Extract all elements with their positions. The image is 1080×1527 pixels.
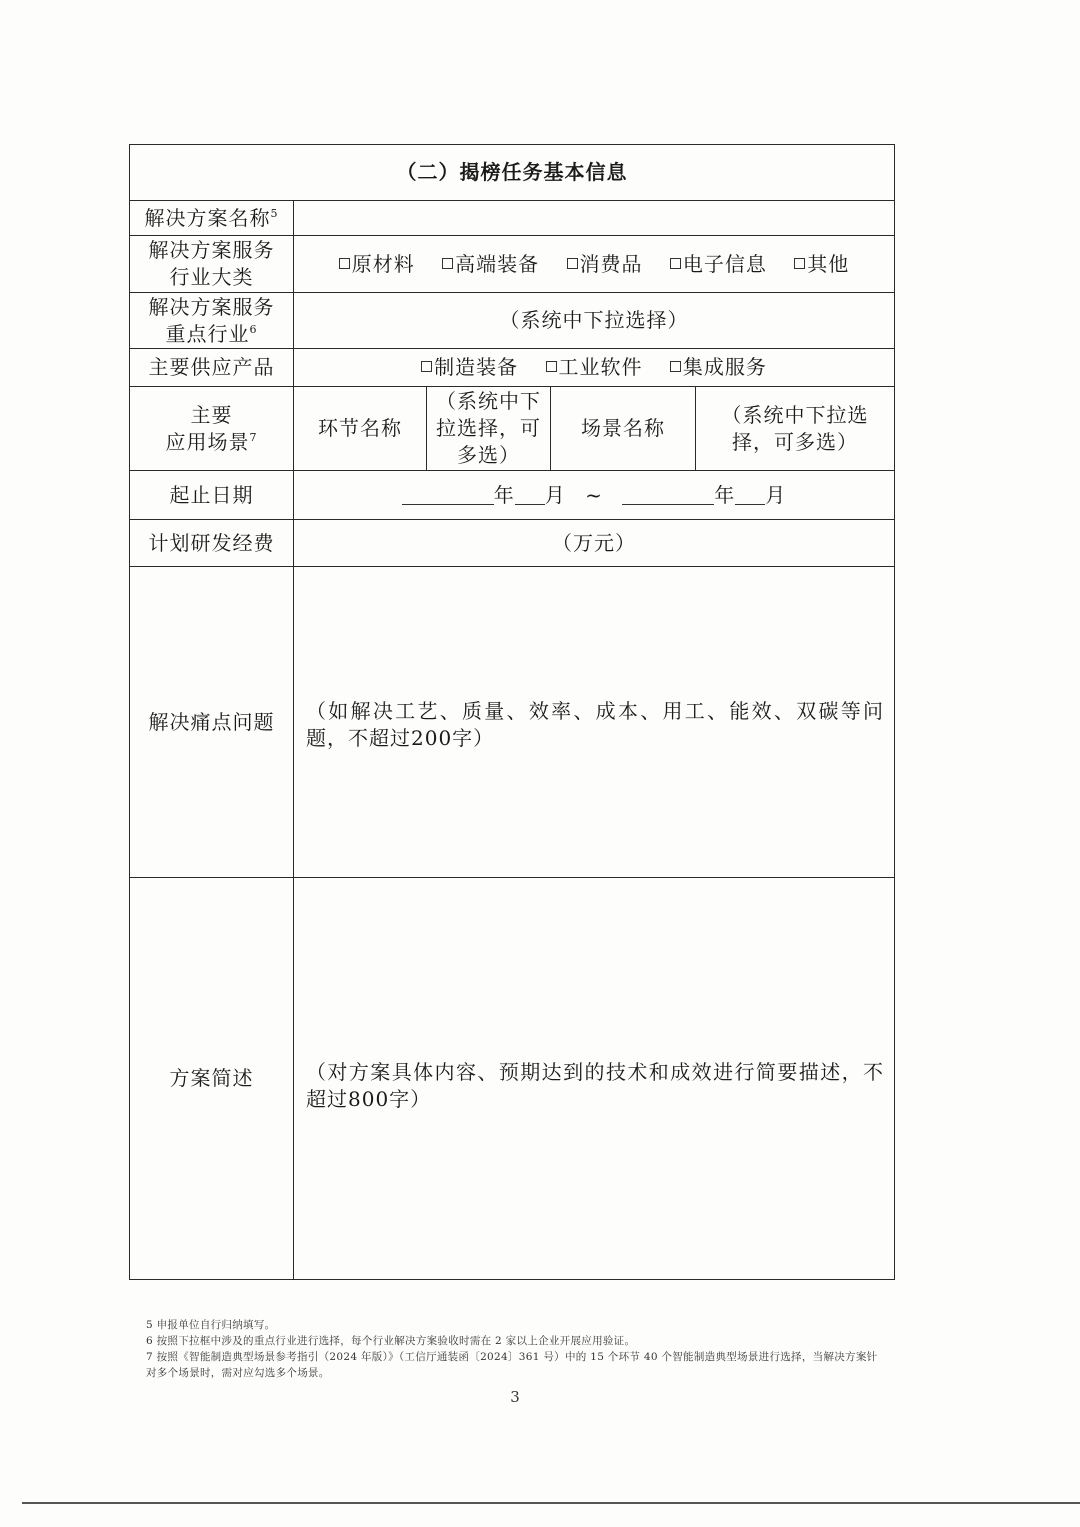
pain-points-label: 解决痛点问题 xyxy=(130,567,294,878)
option-raw-materials[interactable]: 原材料 xyxy=(339,251,415,278)
scene-name-label: 场景名称 xyxy=(551,387,696,471)
main-products-options xyxy=(294,349,895,387)
option-manufacturing-equipment[interactable]: 制造装备 xyxy=(421,354,518,381)
budget-label: 计划研发经费 xyxy=(130,520,294,567)
scenarios-label: 主要 应用场景$^7$ xyxy=(130,387,294,471)
bottom-rule xyxy=(22,1502,1080,1504)
key-industry-dropdown[interactable]: （系统中下拉选择） xyxy=(294,293,895,349)
dates-field: 年 月 ~ 年 月 xyxy=(294,471,895,520)
checkbox-icon xyxy=(794,258,805,269)
end-year-input[interactable] xyxy=(622,484,714,505)
footnote-5: 5 申报单位自行归纳填写。 xyxy=(146,1319,276,1331)
solution-name-field[interactable] xyxy=(294,201,895,236)
key-industry-label: 解决方案服务 重点行业$^6$ xyxy=(130,293,294,349)
option-integration-services[interactable]: 集成服务 xyxy=(670,354,767,381)
link-name-dropdown[interactable]: （系统中下拉选择，可多选） xyxy=(427,387,551,471)
summary-label: 方案简述 xyxy=(130,878,294,1280)
page-number: 3 xyxy=(510,1388,520,1406)
checkbox-icon xyxy=(339,258,350,269)
option-consumer-goods[interactable]: 消费品 xyxy=(567,251,643,278)
footnote-7: 7 按照《智能制造典型场景参考指引（2024 年版）》（工信厅通装函〔2024〕361 号）中的 15 个环节 40 个智能制造典型场景进行选择，当解决方案针对多个场景时，需对应勾选多个场景。 xyxy=(146,1351,878,1379)
checkbox-icon xyxy=(421,361,432,372)
checkbox-icon xyxy=(442,258,453,269)
service-industry-label: 解决方案服务 行业大类 xyxy=(130,236,294,293)
start-year-input[interactable] xyxy=(402,484,494,505)
pain-points-field[interactable]: （如解决工艺、质量、效率、成本、用工、能效、双碳等问题，不超过200字） xyxy=(294,567,895,878)
start-month-input[interactable] xyxy=(515,484,545,505)
footnotes xyxy=(146,1317,881,1381)
end-month-input[interactable] xyxy=(735,484,765,505)
option-high-end-equipment[interactable]: 高端装备 xyxy=(442,251,539,278)
solution-name-label: 解决方案名称$^5$ xyxy=(130,201,294,236)
checkbox-icon xyxy=(670,258,681,269)
option-electronic-info[interactable]: 电子信息 xyxy=(670,251,767,278)
budget-field[interactable]: （万元） xyxy=(294,520,895,567)
main-products-label: 主要供应产品 xyxy=(130,349,294,387)
footnote-6: 6 按照下拉框中涉及的重点行业进行选择，每个行业解决方案验收时需在 2 家以上企业开展应用验证。 xyxy=(146,1335,636,1347)
summary-field[interactable]: （对方案具体内容、预期达到的技术和成效进行简要描述，不超过800字） xyxy=(294,878,895,1280)
dates-label: 起止日期 xyxy=(130,471,294,520)
service-industry-options xyxy=(294,236,895,293)
task-info-table xyxy=(129,144,895,1280)
form-title: （二）揭榜任务基本信息 xyxy=(130,145,895,201)
checkbox-icon xyxy=(567,258,578,269)
checkbox-icon xyxy=(670,361,681,372)
link-name-label: 环节名称 xyxy=(294,387,427,471)
scene-name-dropdown[interactable]: （系统中下拉选择，可多选） xyxy=(696,387,895,471)
checkbox-icon xyxy=(546,361,557,372)
option-industrial-software[interactable]: 工业软件 xyxy=(546,354,643,381)
option-other[interactable]: 其他 xyxy=(794,251,849,278)
